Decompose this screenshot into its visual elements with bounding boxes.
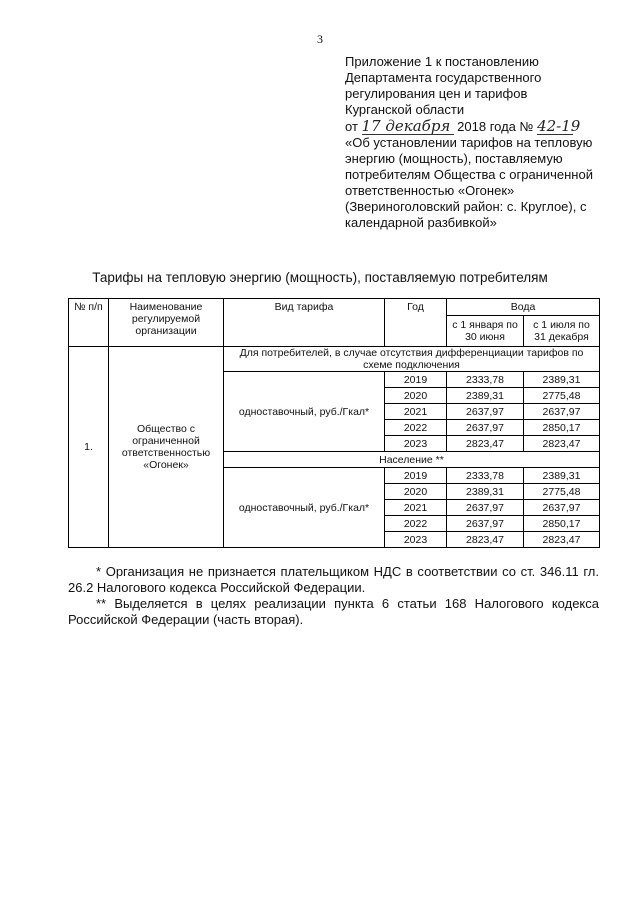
header-row xyxy=(69,299,600,316)
appendix-line: Курганской области xyxy=(345,102,465,117)
year-cell: 2023 xyxy=(385,532,447,548)
value-h1: 2333,78 xyxy=(447,468,524,484)
footnote-population: ** Выделяется в целях реализации пункта 6 статьи 168 Налогового кодекса Российской Федерации (часть вторая). xyxy=(68,596,599,627)
tariff-type-cell: одноставочный, руб./Гкал* xyxy=(224,372,385,452)
row-number: 1. xyxy=(69,347,109,548)
year-cell: 2020 xyxy=(385,388,447,404)
header-num: № п/п xyxy=(69,299,109,347)
value-h2: 2775,48 xyxy=(524,388,600,404)
footnotes xyxy=(68,564,599,628)
subject-line: энергию (мощность), поставляемую xyxy=(345,151,563,166)
header-tariff-type: Вид тарифа xyxy=(224,299,385,347)
handwritten-number: 42-19 xyxy=(537,117,581,135)
appendix-date-line xyxy=(345,118,615,135)
subject-line: (Звериноголовский район: с. Круглое), с xyxy=(345,199,587,214)
subject-line: «Об установлении тарифов на тепловую xyxy=(345,135,593,150)
value-h2: 2823,47 xyxy=(524,436,600,452)
date-prefix: от xyxy=(345,119,358,134)
section-label: Для потребителей, в случае отсутствия дифференциации тарифов по схеме подключения xyxy=(224,347,600,372)
value-h1: 2637,97 xyxy=(447,404,524,420)
subject-line: потребителям Общества с ограниченной xyxy=(345,167,593,182)
value-h2: 2389,31 xyxy=(524,372,600,388)
page-number: 3 xyxy=(317,32,323,46)
header-water: Вода xyxy=(447,299,600,316)
year-cell: 2021 xyxy=(385,404,447,420)
subject-line: ответственностью «Огонек» xyxy=(345,183,515,198)
year-cell: 2022 xyxy=(385,420,447,436)
value-h1: 2637,97 xyxy=(447,500,524,516)
header-period-1: с 1 января по 30 июня xyxy=(447,316,524,347)
year-cell: 2023 xyxy=(385,436,447,452)
appendix-block xyxy=(345,54,615,231)
handwritten-date: 17 декабря xyxy=(362,118,454,135)
value-h1: 2823,47 xyxy=(447,532,524,548)
tariff-table xyxy=(68,298,600,548)
tariff-type-cell: одноставочный, руб./Гкал* xyxy=(224,468,385,548)
appendix-line: регулирования цен и тарифов xyxy=(345,86,528,101)
date-suffix: 2018 года № xyxy=(457,119,534,134)
year-cell: 2021 xyxy=(385,500,447,516)
value-h2: 2823,47 xyxy=(524,532,600,548)
value-h1: 2823,47 xyxy=(447,436,524,452)
value-h2: 2850,17 xyxy=(524,516,600,532)
year-cell: 2019 xyxy=(385,468,447,484)
value-h2: 2389,31 xyxy=(524,468,600,484)
table-title: Тарифы на тепловую энергию (мощность), поставляемую потребителям xyxy=(92,270,548,285)
value-h2: 2637,97 xyxy=(524,500,600,516)
value-h1: 2637,97 xyxy=(447,516,524,532)
appendix-line: Департамента государственного xyxy=(345,70,542,85)
value-h2: 2637,97 xyxy=(524,404,600,420)
value-h1: 2389,31 xyxy=(447,484,524,500)
org-name: Общество с ограниченной ответственностью «Огонек» xyxy=(109,347,224,548)
value-h2: 2775,48 xyxy=(524,484,600,500)
value-h1: 2389,31 xyxy=(447,388,524,404)
footnote-vat: * Организация не признается плательщиком НДС в соответствии со ст. 346.11 гл. 26.2 Налогового кодекса Российской Федерации. xyxy=(68,564,599,595)
appendix-line: Приложение 1 к постановлению xyxy=(345,54,539,69)
subject-line: календарной разбивкой» xyxy=(345,215,497,230)
section-label-row xyxy=(69,347,600,372)
value-h1: 2333,78 xyxy=(447,372,524,388)
year-cell: 2020 xyxy=(385,484,447,500)
header-org: Наименование регулируемой организации xyxy=(109,299,224,347)
value-h2: 2850,17 xyxy=(524,420,600,436)
header-period-2: с 1 июля по 31 декабря xyxy=(524,316,600,347)
value-h1: 2637,97 xyxy=(447,420,524,436)
section-label: Население ** xyxy=(224,452,600,468)
year-cell: 2022 xyxy=(385,516,447,532)
header-year: Год xyxy=(385,299,447,347)
year-cell: 2019 xyxy=(385,372,447,388)
